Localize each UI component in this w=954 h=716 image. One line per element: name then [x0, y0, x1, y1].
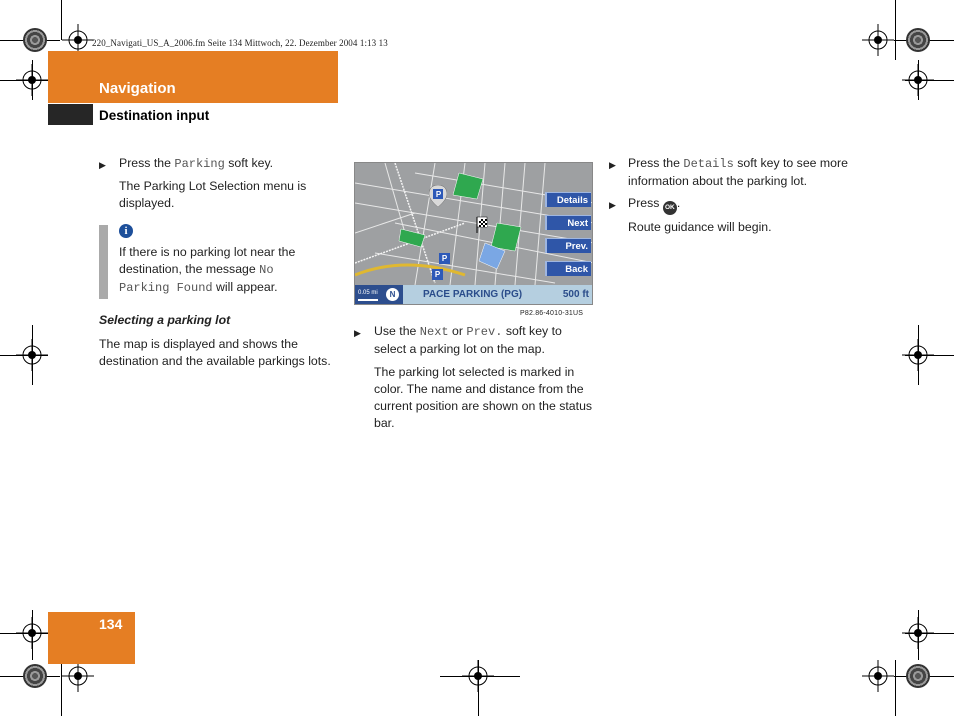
parking-lot-name: PACE PARKING (PG): [423, 289, 523, 300]
info-sidebar: [99, 225, 108, 299]
ok-button-icon: OK: [663, 201, 677, 215]
subheading-selecting-parking: Selecting a parking lot: [99, 313, 231, 327]
step-press-details: Press the Details soft key to see more information about the parking lot.: [628, 156, 848, 188]
step-press-parking: Press the Parking soft key.: [119, 156, 274, 171]
scale-bar: [358, 299, 378, 301]
step-press-ok: Press OK .: [628, 195, 828, 215]
star-target-icon: [23, 664, 47, 688]
section-header-bar: [48, 51, 338, 103]
destination-flag-icon: [479, 219, 487, 227]
star-target-icon: [23, 28, 47, 52]
scale-compass-panel: [355, 285, 403, 305]
bullet-arrow-icon: ▶: [354, 328, 361, 338]
registration-mark-icon: [862, 24, 894, 56]
registration-mark-icon: [462, 660, 494, 692]
bullet-arrow-icon: ▶: [99, 160, 106, 170]
info-note: If there is no parking lot near the destination, the message No Parking Found will appear.: [119, 245, 296, 295]
compass-icon: N: [386, 288, 399, 301]
figure-caption: P82.86-4010-31US: [520, 310, 584, 317]
star-target-icon: [906, 664, 930, 688]
page-number: 134: [99, 616, 123, 632]
registration-mark-icon: [62, 660, 94, 692]
selection-result-text: The parking lot selected is marked in color. The name and distance from the current position are shown on the status bar.: [374, 365, 593, 430]
job-header: 220_Navigati_US_A_2006.fm Seite 134 Mittwoch, 22. Dezember 2004 1:13 13: [92, 38, 388, 48]
status-bar: [355, 285, 593, 305]
route-guidance-text: Route guidance will begin.: [628, 220, 772, 234]
star-target-icon: [906, 28, 930, 52]
softkey-next[interactable]: Next: [545, 215, 591, 230]
navigation-map-screenshot: [354, 162, 593, 305]
registration-mark-icon: [16, 64, 48, 96]
bullet-arrow-icon: ▶: [609, 160, 616, 170]
step-use-next-prev: Use the Next or Prev. soft key to select a parking lot on the map.: [374, 324, 562, 356]
subsection-title: Destination input: [99, 108, 210, 123]
map-scale: 0.05 mi: [358, 290, 378, 296]
parking-icon: P: [432, 269, 443, 280]
bullet-arrow-icon: ▶: [609, 200, 616, 210]
registration-mark-icon: [902, 339, 934, 371]
info-icon: i: [119, 224, 133, 238]
registration-mark-icon: [16, 339, 48, 371]
subsection-tab: [48, 104, 93, 125]
section-title: Navigation: [99, 80, 176, 97]
step-result-text: The Parking Lot Selection menu is displayed.: [119, 179, 307, 210]
parking-lot-distance: 500 ft: [562, 289, 589, 300]
body-text: The map is displayed and shows the destination and the available parkings lots.: [99, 337, 331, 368]
registration-mark-icon: [862, 660, 894, 692]
registration-mark-icon: [902, 617, 934, 649]
softkey-details[interactable]: Details: [545, 192, 591, 207]
parking-icon: P: [439, 253, 450, 264]
registration-mark-icon: [16, 617, 48, 649]
registration-mark-icon: [902, 64, 934, 96]
softkey-back[interactable]: Back: [545, 261, 591, 276]
parking-icon: P: [435, 190, 442, 199]
softkey-prev[interactable]: Prev.: [545, 238, 591, 253]
map-streets: [355, 163, 593, 305]
